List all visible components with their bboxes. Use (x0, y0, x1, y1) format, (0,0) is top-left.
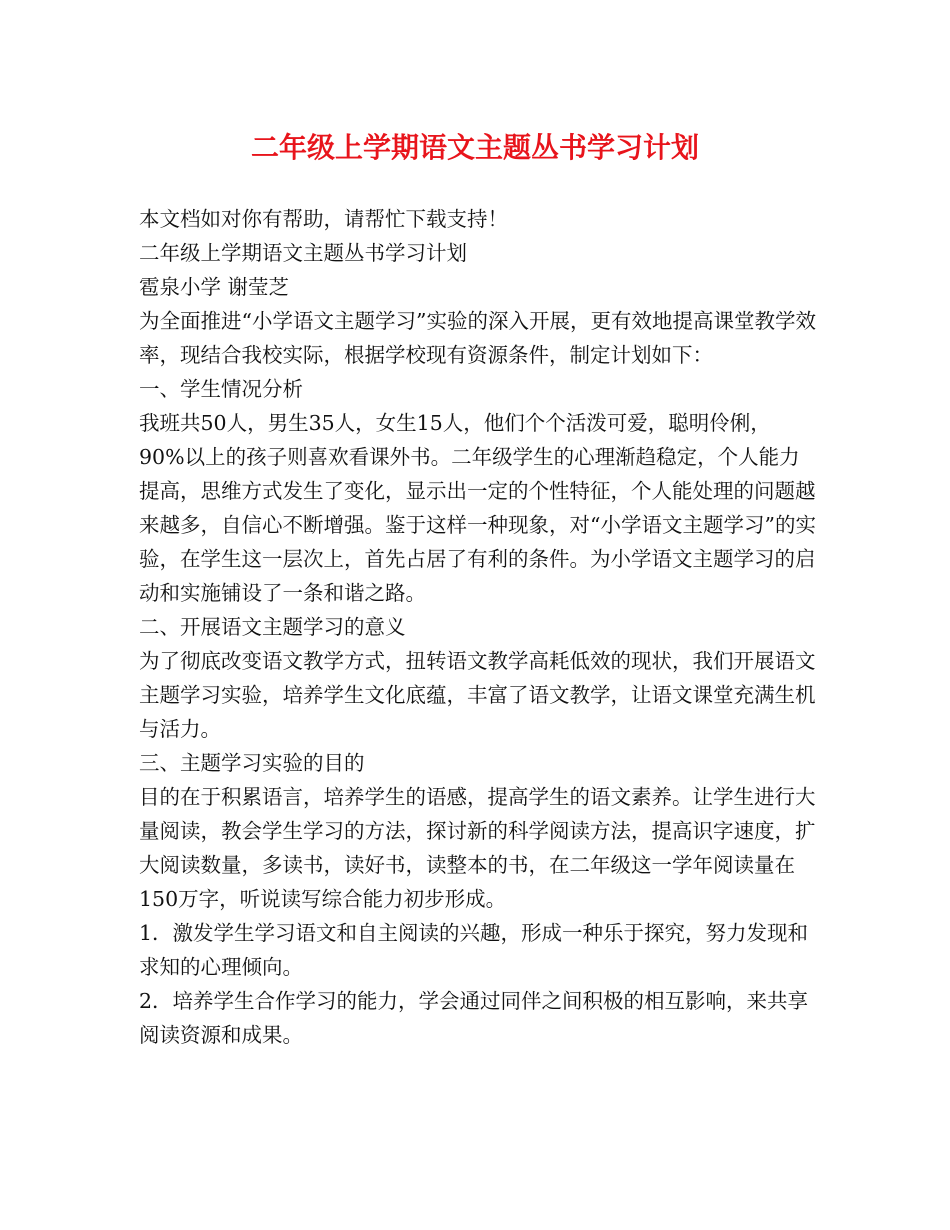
goal-item-2: 2．培养学生合作学习的能力，学会通过同伴之间积极的相互影响，来共享阅读资源和成果。 (139, 989, 809, 1047)
section-heading-significance: 二、开展语文主题学习的意义 (139, 615, 406, 639)
purpose-paragraph: 目的在于积累语言，培养学生的语感，提高学生的语文素养。让学生进行大量阅读，教会学生学习的方法，探讨新的科学阅读方法，提高识字速度，扩大阅读数量，多读书，读好书，读整本的书，在二年级这一学年阅读量在150万字，听说读写综合能力初步形成。 (139, 785, 816, 911)
intro-paragraph: 为全面推进“小学语文主题学习”实验的深入开展，更有效地提高课堂教学效率，现结合我校实际，根据学校现有资源条件，制定计划如下： (139, 309, 816, 367)
plan-subtitle: 二年级上学期语文主题丛书学习计划 (139, 241, 467, 265)
author-line: 雹泉小学 谢莹芝 (139, 275, 290, 299)
significance-paragraph: 为了彻底改变语文教学方式，扭转语文教学高耗低效的现状，我们开展语文主题学习实验，培养学生文化底蕴，丰富了语文教学，让语文课堂充满生机与活力。 (139, 649, 816, 741)
section-heading-purpose: 三、主题学习实验的目的 (139, 751, 365, 775)
document-body (139, 202, 819, 1052)
document-title: 二年级上学期语文主题丛书学习计划 (250, 131, 699, 164)
student-analysis-paragraph: 我班共50人，男生35人，女生15人，他们个个活泼可爱，聪明伶俐， 90%以上的孩子则喜欢看课外书。二年级学生的心理渐趋稳定，个人能力提高，思维方式发生了变化，显示出一定的个性特征，个人能处理的问题越来越多，自信心不断增强。鉴于这样一种现象，对“小学语文主题学习”的实验，在学生这一层次上，首先占居了有利的条件。为小学语文主题学习的启动和实施铺设了一条和谐之路。 (139, 411, 816, 605)
goal-item-1: 1．激发学生学习语文和自主阅读的兴趣，形成一种乐于探究，努力发现和求知的心理倾向。 (139, 921, 809, 979)
section-heading-student-analysis: 一、学生情况分析 (139, 377, 303, 401)
download-support-note: 本文档如对你有帮助，请帮忙下载支持！ (139, 207, 508, 231)
